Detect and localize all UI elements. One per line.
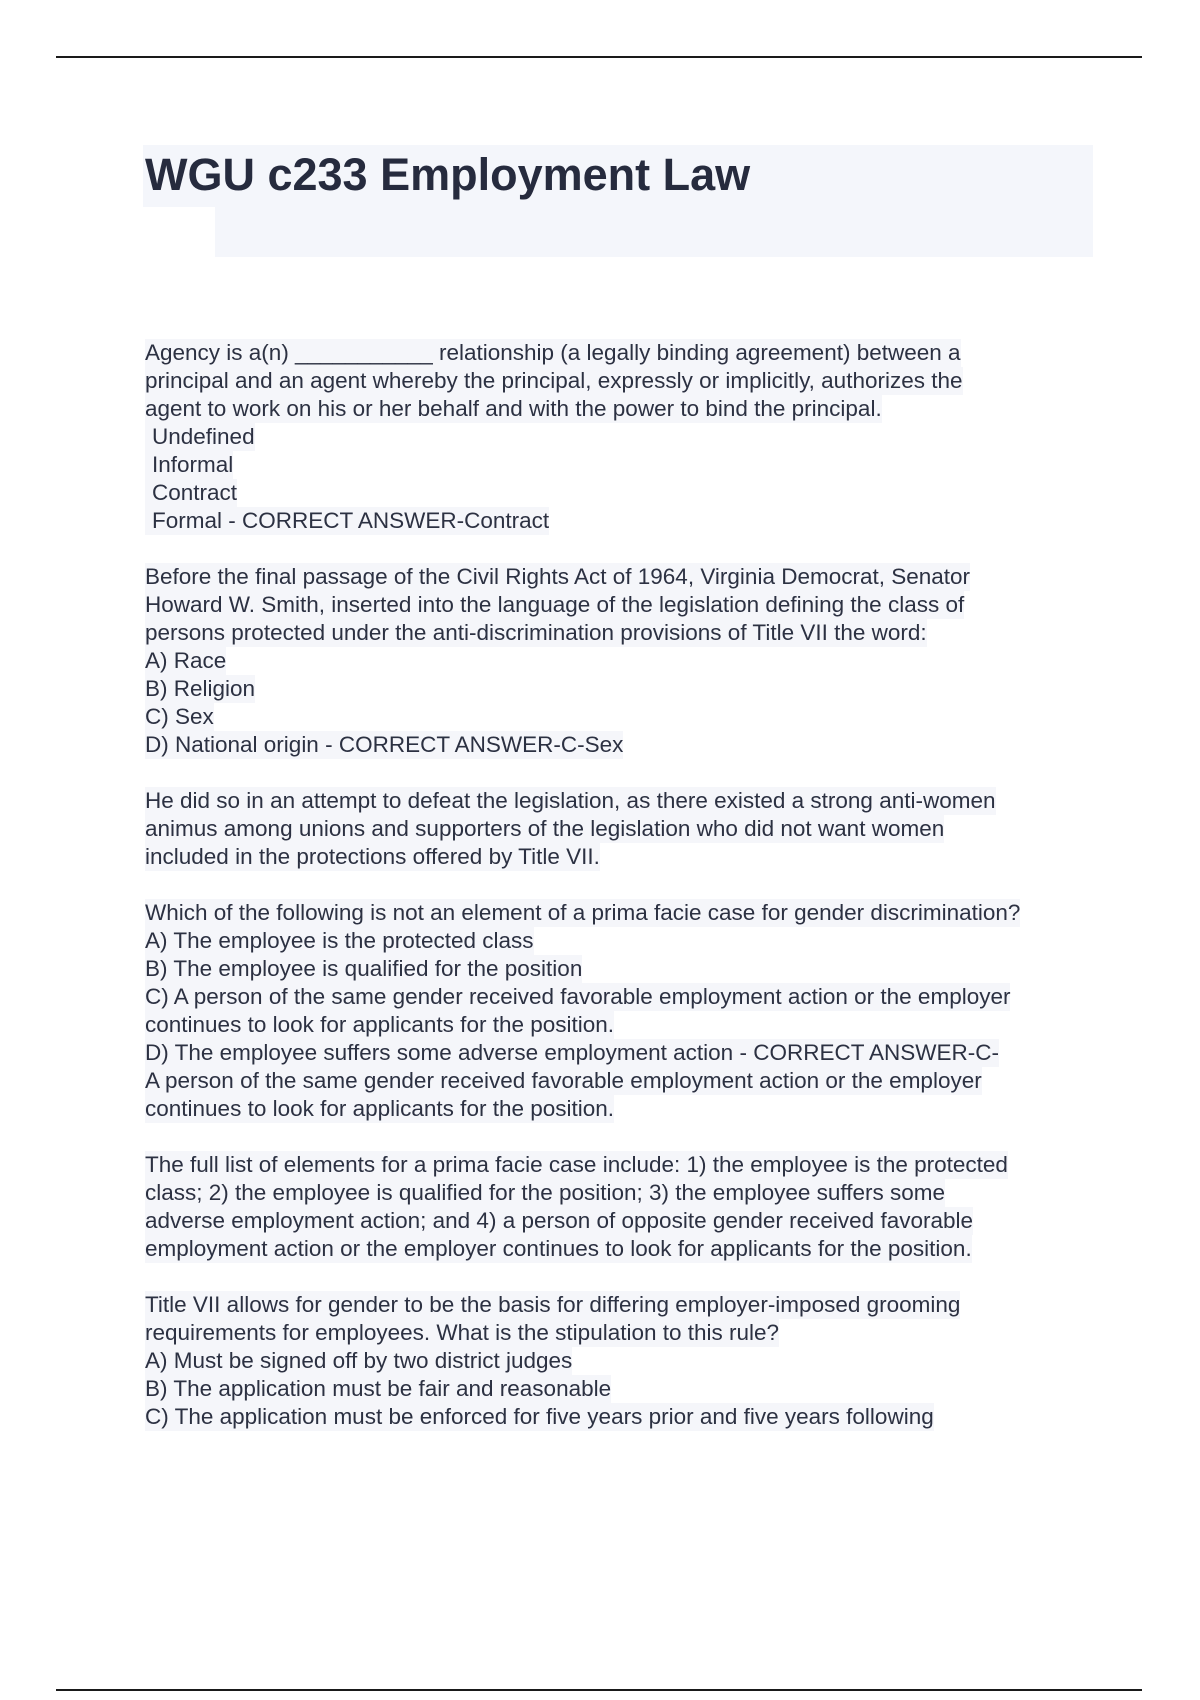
answer-option: A) Must be signed off by two district judges bbox=[145, 1348, 573, 1373]
answer-option: C) A person of the same gender received favorable employment action or the employer bbox=[145, 984, 1011, 1009]
header-rule bbox=[56, 56, 1142, 58]
text-line: He did so in an attempt to defeat the legislation, as there existed a strong anti-women bbox=[145, 788, 996, 813]
text-line: persons protected under the anti-discrimination provisions of Title VII the word: bbox=[145, 620, 927, 645]
text-line: Title VII allows for gender to be the basis for differing employer-imposed grooming bbox=[145, 1292, 961, 1317]
answer-option: D) National origin - CORRECT ANSWER-C-Sex bbox=[145, 732, 624, 757]
text-line: continues to look for applicants for the position. bbox=[145, 1096, 615, 1121]
question-block-grooming bbox=[145, 1291, 1095, 1431]
text-line: agent to work on his or her behalf and with the power to bind the principal. bbox=[145, 396, 882, 421]
answer-option: B) Religion bbox=[145, 676, 256, 701]
answer-option: B) The application must be fair and reasonable bbox=[145, 1376, 612, 1401]
text-line: continues to look for applicants for the position. bbox=[145, 1012, 615, 1037]
text-line: included in the protections offered by Title VII. bbox=[145, 844, 600, 869]
answer-option: Contract bbox=[145, 479, 237, 507]
answer-option: C) The application must be enforced for five years prior and five years following bbox=[145, 1404, 934, 1429]
answer-option: A) The employee is the protected class bbox=[145, 928, 534, 953]
text-line: class; 2) the employee is qualified for the position; 3) the employee suffers some bbox=[145, 1180, 946, 1205]
footer-rule bbox=[56, 1689, 1142, 1691]
text-line: requirements for employees. What is the stipulation to this rule? bbox=[145, 1320, 780, 1345]
answer-option: D) The employee suffers some adverse employment action - CORRECT ANSWER-C- bbox=[145, 1040, 1000, 1065]
text-line: Before the final passage of the Civil Rights Act of 1964, Virginia Democrat, Senator bbox=[145, 564, 971, 589]
text-line: Howard W. Smith, inserted into the language of the legislation defining the class of bbox=[145, 592, 965, 617]
text-line: principal and an agent whereby the principal, expressly or implicitly, authorizes the bbox=[145, 368, 963, 393]
question-block-prima-facie bbox=[145, 899, 1095, 1123]
answer-option: A) Race bbox=[145, 648, 227, 673]
title-highlight-bottom bbox=[215, 207, 1093, 257]
text-line: A person of the same gender received favorable employment action or the employer bbox=[145, 1068, 982, 1093]
text-line: Which of the following is not an element of a prima facie case for gender discrimination? bbox=[145, 900, 1021, 925]
answer-option: Undefined bbox=[145, 423, 255, 451]
answer-option: Informal bbox=[145, 451, 233, 479]
text-line: Agency is a(n) ___________ relationship (a legally binding agreement) between a bbox=[145, 340, 961, 365]
text-line: employment action or the employer continues to look for applicants for the position. bbox=[145, 1236, 972, 1261]
text-line: animus among unions and supporters of the legislation who did not want women bbox=[145, 816, 945, 841]
document-body bbox=[145, 339, 1095, 1459]
text-line: The full list of elements for a prima facie case include: 1) the employee is the protected bbox=[145, 1152, 1008, 1177]
answer-option: Formal - CORRECT ANSWER-Contract bbox=[145, 507, 549, 535]
question-block-agency bbox=[145, 339, 1095, 535]
answer-option: B) The employee is qualified for the position bbox=[145, 956, 583, 981]
explanation-block-elements bbox=[145, 1151, 1095, 1263]
text-line: adverse employment action; and 4) a person of opposite gender received favorable bbox=[145, 1208, 974, 1233]
explanation-block-smith bbox=[145, 787, 1095, 871]
answer-option: C) Sex bbox=[145, 704, 214, 729]
question-block-civil-rights bbox=[145, 563, 1095, 759]
page-title: WGU c233 Employment Law bbox=[145, 149, 751, 200]
